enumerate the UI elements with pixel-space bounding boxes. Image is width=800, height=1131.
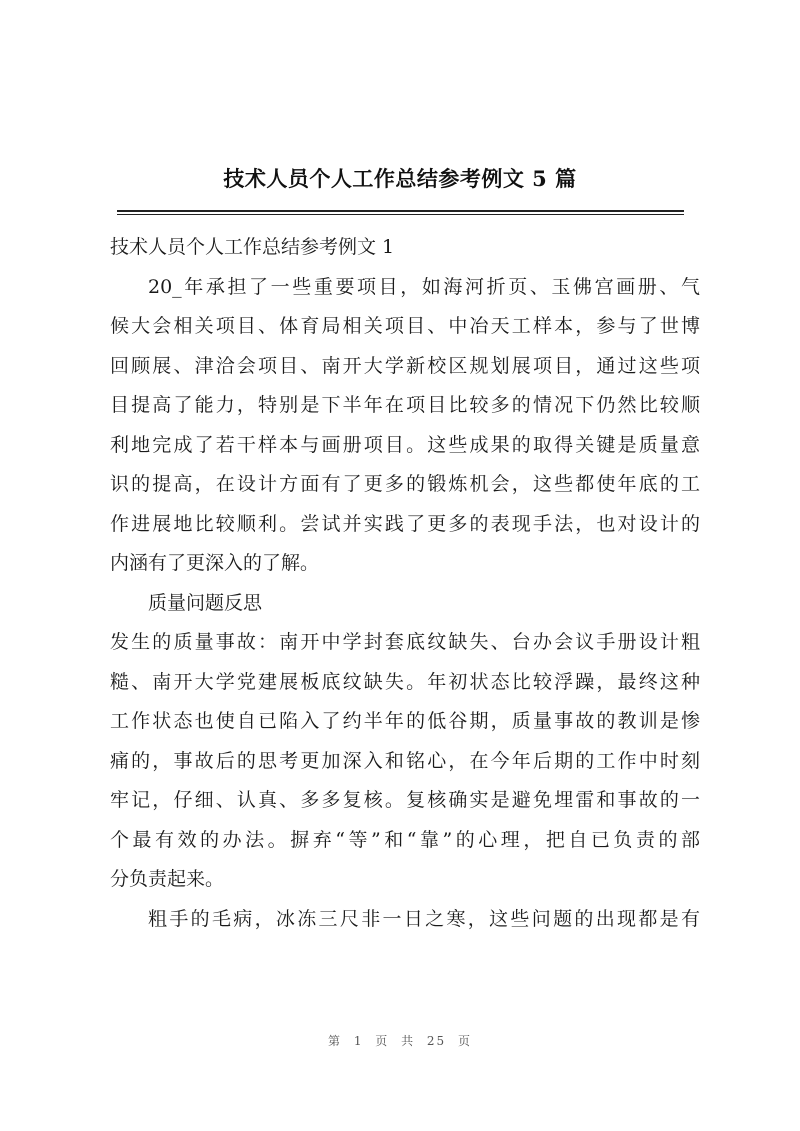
text-line: 作进展地比较顺利。尝试并实践了更多的表现手法，也对设计的 — [110, 512, 700, 535]
title-divider-thin — [117, 214, 684, 215]
text-line: 识的提高，在设计方面有了更多的锻炼机会，这些都使年底的工 — [110, 473, 700, 495]
text-line: 糙、南开大学党建展板底纹缺失。年初状态比较浮躁，最终这种 — [110, 670, 700, 693]
text-line: 质量问题反思 — [148, 591, 263, 614]
text-line: 粗手的毛病，冰冻三尺非一日之寒，这些问题的出现都是有 — [148, 907, 700, 930]
text-line: 目提高了能力，特别是下半年在项目比较多的情况下仍然比较顺 — [110, 394, 700, 416]
text-line: 技术人员个人工作总结参考例文 1 — [110, 236, 395, 258]
text-line: 内涵有了更深入的了解。 — [110, 552, 320, 574]
text-line: 20_年承担了一些重要项目，如海河折页、玉佛宫画册、气 — [148, 275, 700, 298]
text-line: 回顾展、津洽会项目、南开大学新校区规划展项目，通过这些项 — [110, 354, 700, 377]
text-line: 牢记，仔细、认真、多多复核。复核确实是避免埋雷和事故的一 — [110, 789, 700, 811]
text-line: 个最有效的办法。摒弃“等”和“靠”的心理，把自已负责的部 — [110, 828, 700, 851]
document-title: 技术人员个人工作总结参考例文 5 篇 — [223, 166, 577, 191]
title-divider — [117, 210, 684, 212]
text-line: 发生的质量事故：南开中学封套底纹缺失、台办会议手册设计粗 — [110, 631, 700, 653]
text-line: 利地完成了若干样本与画册项目。这些成果的取得关键是质量意 — [110, 433, 700, 456]
text-line: 分负责起来。 — [110, 868, 225, 890]
page-footer: 第 1 页 共 25 页 — [328, 1034, 472, 1048]
text-line: 痛的，事故后的思考更加深入和铭心，在今年后期的工作中时刻 — [110, 749, 700, 772]
document-body — [110, 228, 700, 939]
text-line: 候大会相关项目、体育局相关项目、中冶天工样本，参与了世博 — [110, 315, 700, 337]
text-line: 工作状态也使自已陷入了约半年的低谷期，质量事故的教训是惨 — [110, 710, 700, 732]
